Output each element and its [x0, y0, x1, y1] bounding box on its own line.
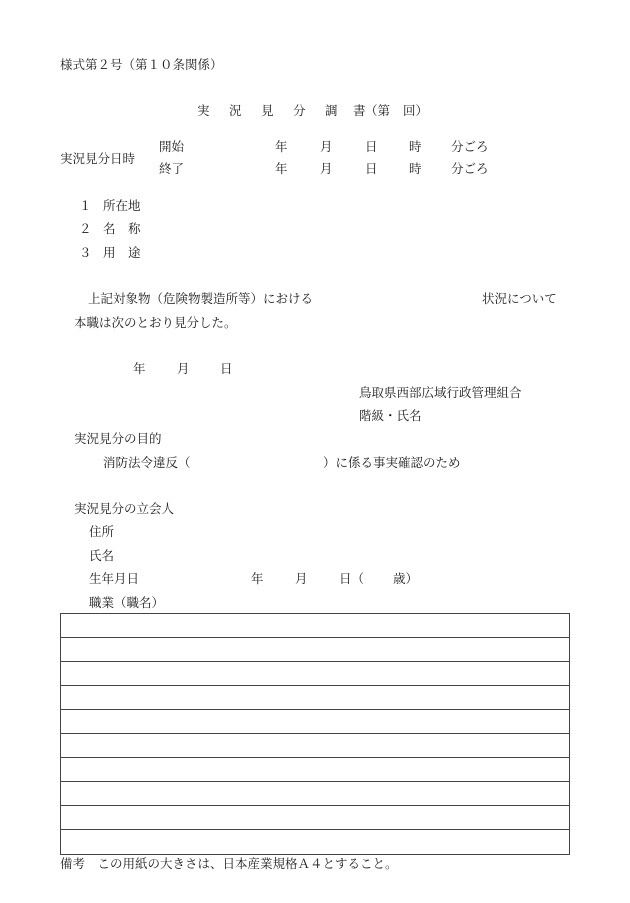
witness-occupation-label: 職業（職名） — [89, 595, 165, 610]
item-label-location: 所在地 — [103, 198, 141, 213]
footnote: 備考 この用紙の大きさは、日本産業規格Ａ４とすること。 — [60, 856, 398, 871]
start-label: 開始 — [159, 139, 185, 154]
title-char: 見 — [261, 103, 274, 118]
writing-line[interactable] — [61, 782, 569, 806]
form-number: 様式第２号（第１０条関係） — [60, 57, 223, 72]
ruled-writing-area[interactable] — [60, 613, 570, 855]
end-label: 終了 — [159, 161, 185, 176]
start-minute-unit: 分ごろ — [451, 139, 489, 154]
witness-birth-month-unit: 月 — [295, 571, 308, 586]
title-suffix-close: 回） — [403, 103, 429, 118]
datetime-label: 実況見分日時 — [60, 151, 136, 166]
witness-birth-day-unit: 日（ — [339, 571, 365, 586]
end-hour-unit: 時 — [409, 161, 422, 176]
witness-address-label: 住所 — [89, 524, 115, 539]
writing-line[interactable] — [61, 686, 569, 710]
signer-rank-name: 階級・氏名 — [359, 408, 422, 423]
start-hour-unit: 時 — [409, 139, 422, 154]
item-label-name: 名 称 — [103, 221, 141, 236]
writing-line[interactable] — [61, 806, 569, 830]
title-char: 調 — [325, 103, 338, 118]
witness-birth-year-unit: 年 — [251, 571, 264, 586]
statement-line2: 本職は次のとおり見分した。 — [74, 315, 237, 330]
title-char: 実 — [197, 103, 210, 118]
title-char: 況 — [229, 103, 242, 118]
writing-line[interactable] — [61, 662, 569, 686]
witness-name-label: 氏名 — [89, 548, 115, 563]
end-year-unit: 年 — [275, 161, 288, 176]
witness-birthdate-label: 生年月日 — [89, 571, 140, 586]
date-year-unit: 年 — [133, 361, 146, 376]
statement-line1-left: 上記対象物（危険物製造所等）における — [88, 291, 314, 306]
start-month-unit: 月 — [320, 139, 333, 154]
item-label-use: 用 途 — [103, 245, 141, 260]
writing-line[interactable] — [61, 614, 569, 638]
title-char: 書 — [353, 103, 366, 118]
end-day-unit: 日 — [365, 161, 378, 176]
item-number: １ — [79, 198, 92, 213]
title-char: 分 — [293, 103, 306, 118]
writing-line[interactable] — [61, 758, 569, 782]
writing-line[interactable] — [61, 734, 569, 758]
purpose-line-right: ）に係る事実確認のため — [323, 455, 461, 470]
purpose-line-left: 消防法令違反（ — [103, 455, 191, 470]
end-month-unit: 月 — [320, 161, 333, 176]
start-day-unit: 日 — [365, 139, 378, 154]
writing-line[interactable] — [61, 830, 569, 854]
witness-heading: 実況見分の立会人 — [74, 501, 175, 516]
writing-line[interactable] — [61, 710, 569, 734]
signer-organization: 鳥取県西部広域行政管理組合 — [359, 385, 522, 400]
date-month-unit: 月 — [177, 361, 190, 376]
statement-line1-right: 状況について — [482, 291, 557, 306]
witness-age-unit: 歳） — [393, 571, 419, 586]
start-year-unit: 年 — [275, 139, 288, 154]
item-number: ２ — [79, 221, 92, 236]
date-day-unit: 日 — [220, 361, 233, 376]
title-suffix-open: （第 — [365, 103, 391, 118]
writing-line[interactable] — [61, 638, 569, 662]
item-number: ３ — [79, 245, 92, 260]
purpose-heading: 実況見分の目的 — [74, 431, 162, 446]
end-minute-unit: 分ごろ — [451, 161, 489, 176]
